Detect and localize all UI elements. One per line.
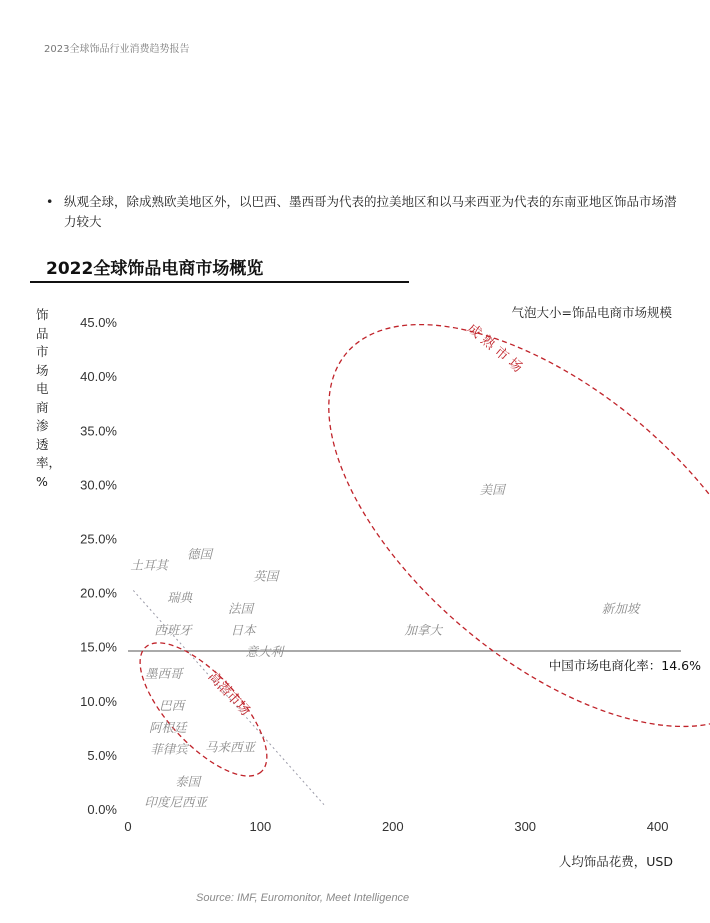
data-point-label: 西班牙 (154, 622, 192, 638)
y-tick-label: 0.0% (87, 802, 117, 817)
y-tick-label: 40.0% (80, 369, 117, 385)
data-point-label: 意大利 (245, 644, 284, 660)
data-point-label: 瑞典 (167, 590, 193, 606)
x-tick-label: 300 (514, 819, 537, 834)
y-tick-label: 25.0% (80, 531, 117, 547)
data-point-label: 英国 (253, 568, 279, 584)
data-point-label: 法国 (228, 600, 254, 616)
data-point-label: 日本 (230, 622, 256, 638)
x-tick-label: 200 (381, 819, 404, 834)
data-point-label: 墨西哥 (144, 665, 183, 681)
y-tick-label: 45.0% (80, 315, 117, 331)
x-tick-label: 0 (124, 819, 132, 834)
data-point-label: 菲律宾 (150, 741, 188, 757)
data-point-label: 印度尼西亚 (144, 794, 207, 810)
x-axis-label: 人均饰品花费，USD (558, 854, 673, 869)
data-point-label: 巴西 (159, 698, 185, 714)
y-tick-label: 5.0% (87, 747, 117, 763)
data-point-label: 加拿大 (404, 622, 443, 638)
bullet-marker: • (46, 194, 54, 209)
source-note: Source: IMF, Euromonitor, Meet Intelligence (196, 892, 410, 904)
x-tick-label: 100 (249, 819, 272, 834)
report-header: 2023全球饰品行业消费趋势报告 (44, 44, 190, 55)
data-point-label: 美国 (479, 481, 505, 497)
data-point-label: 马来西亚 (204, 739, 255, 755)
data-point-label: 新加坡 (601, 600, 640, 616)
data-point-label: 土耳其 (130, 557, 168, 573)
y-axis-label: 饰品市场电商渗透率，% (36, 307, 62, 489)
high-potential-market-label: 高潜市场 (204, 668, 254, 719)
data-point-label: 阿根廷 (148, 719, 187, 735)
data-point-label: 泰国 (175, 773, 201, 789)
y-tick-label: 35.0% (80, 423, 117, 439)
x-tick-label: 400 (646, 819, 669, 834)
bullet-text: 纵观全球，除成熟欧美地区外，以巴西、墨西哥为代表的拉美地区和以马来西亚为代表的东南亚地区饰品市场潜力较大 (64, 194, 677, 229)
bubble-size-note: 气泡大小=饰品电商市场规模 (511, 305, 672, 320)
y-tick-label: 15.0% (80, 639, 117, 655)
mature-market-label: 成 熟 市 场 (463, 320, 526, 376)
y-tick-label: 30.0% (80, 477, 117, 493)
reference-line-label: 中国市场电商化率：14.6% (548, 658, 701, 674)
y-tick-label: 20.0% (80, 585, 117, 601)
data-point-label: 德国 (186, 546, 213, 562)
y-tick-label: 10.0% (80, 693, 117, 709)
chart-title: 2022全球饰品电商市场概览 (46, 259, 264, 279)
